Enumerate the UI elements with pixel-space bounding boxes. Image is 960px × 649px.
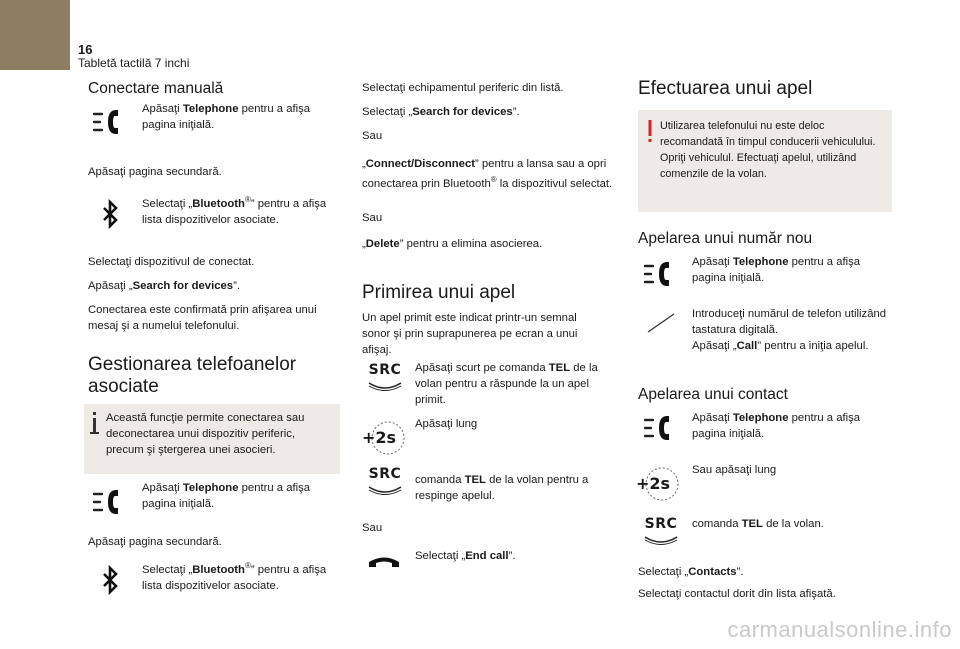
step-confirmation: Conectarea este confirmată prin afişarea unui mesaj şi a numelui telefonului. [88,304,317,332]
step-or-long-press: Sau apăsaţi lung [692,464,777,476]
step-connect-disconnect: „Connect/Disconnect” pentru a lansa sau a opri conectarea prin Bluetooth® la dispozitivul selectat. [362,158,613,190]
src-button-icon: SRC [366,362,404,392]
warning-text: Utilizarea telefonului nu este deloc recomandată în timpul conducerii vehiculului. Opriţi vehiculul. Efectuaţi apelul, utilizând comenzile de la volan. [660,120,876,180]
section-title-manual: Conectare manuală [88,80,224,97]
step-short-press-tel: Apăsaţi scurt pe comanda TEL de la volan pentru a răspunde la un apel primit. [415,362,598,406]
phone-icon [642,410,680,448]
src-button-icon: SRC [642,516,680,546]
or-text: Sau [362,522,383,534]
watermark: carmanualsonline.info [727,617,952,642]
src-button-icon: SRC [366,466,404,496]
step-telephone-2: Apăsaţi Telephone pentru a afişa pagina iniţială. [142,482,311,510]
long-press-2s-icon: +2s [636,466,680,502]
bluetooth-icon [91,196,129,234]
section-title-receive: Primirea unui apel [362,282,516,303]
step-telephone-4: Apăsaţi Telephone pentru a afişa pagina iniţială. [692,412,861,440]
phone-icon [91,484,129,522]
step-select-peripheral: Selectaţi echipamentul periferic din listă. [362,82,564,94]
step-reject-call: comanda TEL de la volan pentru a respinge apelul. [415,474,589,502]
receive-intro: Un apel primit este indicat printr-un semnal sonor şi prin suprapunerea pe ecran a unui afişaj. [362,312,578,356]
chapter-tab [0,0,70,70]
step-search-devices-2: Selectaţi „Search for devices”. [362,106,520,118]
step-bluetooth-2: Selectaţi „Bluetooth®” pentru a afişa lista dispozitivelor asociate. [142,561,327,592]
warning-icon [646,120,654,144]
step-search-devices: Apăsaţi „Search for devices”. [88,280,240,292]
section-title-manage: Gestionarea telefoanelor asociate [88,354,297,397]
info-box [84,404,340,474]
page-subtitle: Tabletă tactilă 7 inchi [78,56,190,70]
end-call-icon [366,550,402,572]
page-number: 16 [78,42,93,57]
phone-icon [642,256,680,294]
step-end-call: Selectaţi „End call”. [415,550,516,562]
section-title-new-number: Apelarea unui număr nou [638,230,813,247]
info-text: Această funcţie permite conectarea sau deconectarea unui dispozitiv periferic, precum şi ştergerea unei asocieri. [106,412,305,456]
long-press-2s-icon: +2s [362,420,406,456]
step-select-device: Selectaţi dispozitivul de conectat. [88,256,255,268]
step-enter-number: Introduceţi numărul de telefon utilizând tastatura digitală. Apăsaţi „Call” pentru a iniţia apelul. [692,308,887,352]
or-text: Sau [362,212,383,224]
warning-box [638,110,892,212]
step-delete: „Delete” pentru a elimina asocierea. [362,238,543,250]
step-bluetooth: Selectaţi „Bluetooth®” pentru a afişa lista dispozitivelor asociate. [142,195,327,226]
info-icon [88,410,102,436]
or-text: Sau [362,130,383,142]
step-long-press: Apăsaţi lung [415,418,478,430]
section-title-make-call: Efectuarea unui apel [638,78,813,99]
step-telephone-3: Apăsaţi Telephone pentru a afişa pagina iniţială. [692,256,861,284]
step-select-contact: Selectaţi contactul dorit din lista afişată. [638,588,836,600]
stylus-icon [644,310,680,336]
section-title-contact: Apelarea unui contact [638,386,788,403]
step-secondary-page-2: Apăsaţi pagina secundară. [88,536,222,548]
step-contacts: Selectaţi „Contacts”. [638,566,744,578]
step-secondary-page: Apăsaţi pagina secundară. [88,166,222,178]
phone-icon [91,104,129,142]
bluetooth-icon [91,562,129,600]
step-telephone: Apăsaţi Telephone pentru a afişa pagina iniţială. [142,103,311,131]
step-tel-steering: comanda TEL de la volan. [692,518,824,530]
